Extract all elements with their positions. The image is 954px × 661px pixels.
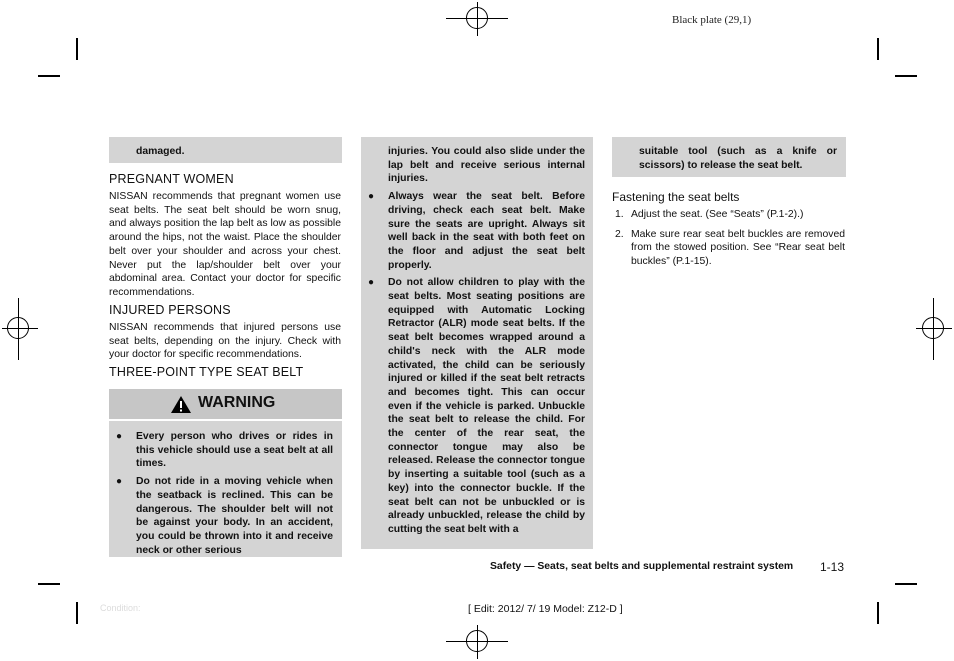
step-text: Adjust the seat. (See “Seats” (P.1-2).) <box>631 209 804 220</box>
bullet-icon: ● <box>116 431 123 442</box>
paragraph-pregnant-women: NISSAN recommends that pregnant women use seat belts. The seat belt should be worn snug, and always position the lap belt as low as possible around the hips, not the waist. Place the shoulder belt over your shoulder and across your chest. Never put the lap/shoulder belt over your abdominal area. Contact your doctor for specific recommendations. <box>109 191 341 298</box>
crop-mark <box>76 38 78 60</box>
crop-mark <box>895 583 917 585</box>
plate-label: Black plate (29,1) <box>672 14 752 26</box>
bullet-text: Do not allow children to play with the seat belts. Most seating positions are equipped with Automatic Locking Retractor (ALR) mode seat belts. If the seat belt becomes wrapped around a child's neck with the ALR mode activated, the child can be seriously injured or killed if the seat belt retracts and becomes tight. This can occur even if the vehicle is parked. Unbuckle the seat belt to release the child. For the center of the rear seat, the connector tongue may also be released. Release the connector tongue by inserting a suitable tool (such as a key) into the connector buckle. If the seat belt can not be unbuckled or is already unbuckled, release the child by cutting the seat belt with a <box>388 277 585 535</box>
bullet-text: Do not ride in a moving vehicle when the seatback is reclined. This can be dangerous. The shoulder belt will not be against your body. In an accident, you could be thrown into it and receive neck or other serious <box>136 476 333 556</box>
heading-three-point-belt: THREE-POINT TYPE SEAT BELT <box>109 365 304 379</box>
paragraph-injured-persons: NISSAN recommends that injured persons use seat belts, depending on the injury. Check with your doctor for specific recommendations. <box>109 322 341 361</box>
warning-box-continued <box>361 137 593 549</box>
warning-bullets <box>109 430 333 557</box>
list-item <box>109 430 333 471</box>
bullet-text: Every person who drives or rides in this vehicle should use a seat belt at all times. <box>136 431 333 470</box>
warning-header <box>109 389 342 421</box>
crop-mark <box>38 75 60 77</box>
page-number: 1-13 <box>820 560 845 574</box>
heading-pregnant-women: PREGNANT WOMEN <box>109 172 234 186</box>
list-item <box>361 190 585 272</box>
crop-mark <box>877 38 879 60</box>
warning-box <box>109 389 342 557</box>
bullet-icon: ● <box>368 277 375 289</box>
crop-mark <box>38 583 60 585</box>
steps-list <box>612 208 845 269</box>
step-text: Make sure rear seat belt buckles are removed from the stowed position. See “Rear seat belt buckles” (P.1-15). <box>631 228 845 268</box>
list-item <box>109 475 333 557</box>
warning-continuation-box <box>109 137 342 163</box>
bullet-text: Always wear the seat belt. Before driving, check each seat belt. Make sure the seats are upright. Always sit well back in the seat with both feet on the floor and adjust the seat belt properly. <box>388 191 585 271</box>
warning-triangle-icon <box>170 395 192 414</box>
list-item <box>612 228 845 269</box>
warning-continuation-box <box>612 137 846 177</box>
heading-injured-persons: INJURED PERSONS <box>109 303 231 317</box>
step-number: 2. <box>615 228 624 240</box>
edit-info: [ Edit: 2012/ 7/ 19 Model: Z12-D ] <box>468 603 623 615</box>
footer-section-title: Safety — Seats, seat belts and supplemental restraint system <box>490 561 794 572</box>
bullet-icon: ● <box>116 476 123 488</box>
condition-label: Condition: <box>100 603 141 613</box>
crop-mark <box>895 75 917 77</box>
heading-fastening: Fastening the seat belts <box>612 190 740 204</box>
crop-mark <box>76 602 78 624</box>
list-item <box>361 276 585 536</box>
step-number: 1. <box>615 209 624 220</box>
list-item <box>612 208 845 222</box>
warning-title: WARNING <box>198 394 276 411</box>
continuation-text: damaged. <box>136 146 185 157</box>
continuation-text: injuries. You could also slide under the lap belt and receive serious internal injuries. <box>388 146 585 185</box>
continuation-text: suitable tool (such as a knife or scissors) to release the seat belt. <box>639 146 837 171</box>
warning-bullets <box>361 145 585 537</box>
crop-mark <box>877 602 879 624</box>
bullet-icon: ● <box>368 191 375 203</box>
